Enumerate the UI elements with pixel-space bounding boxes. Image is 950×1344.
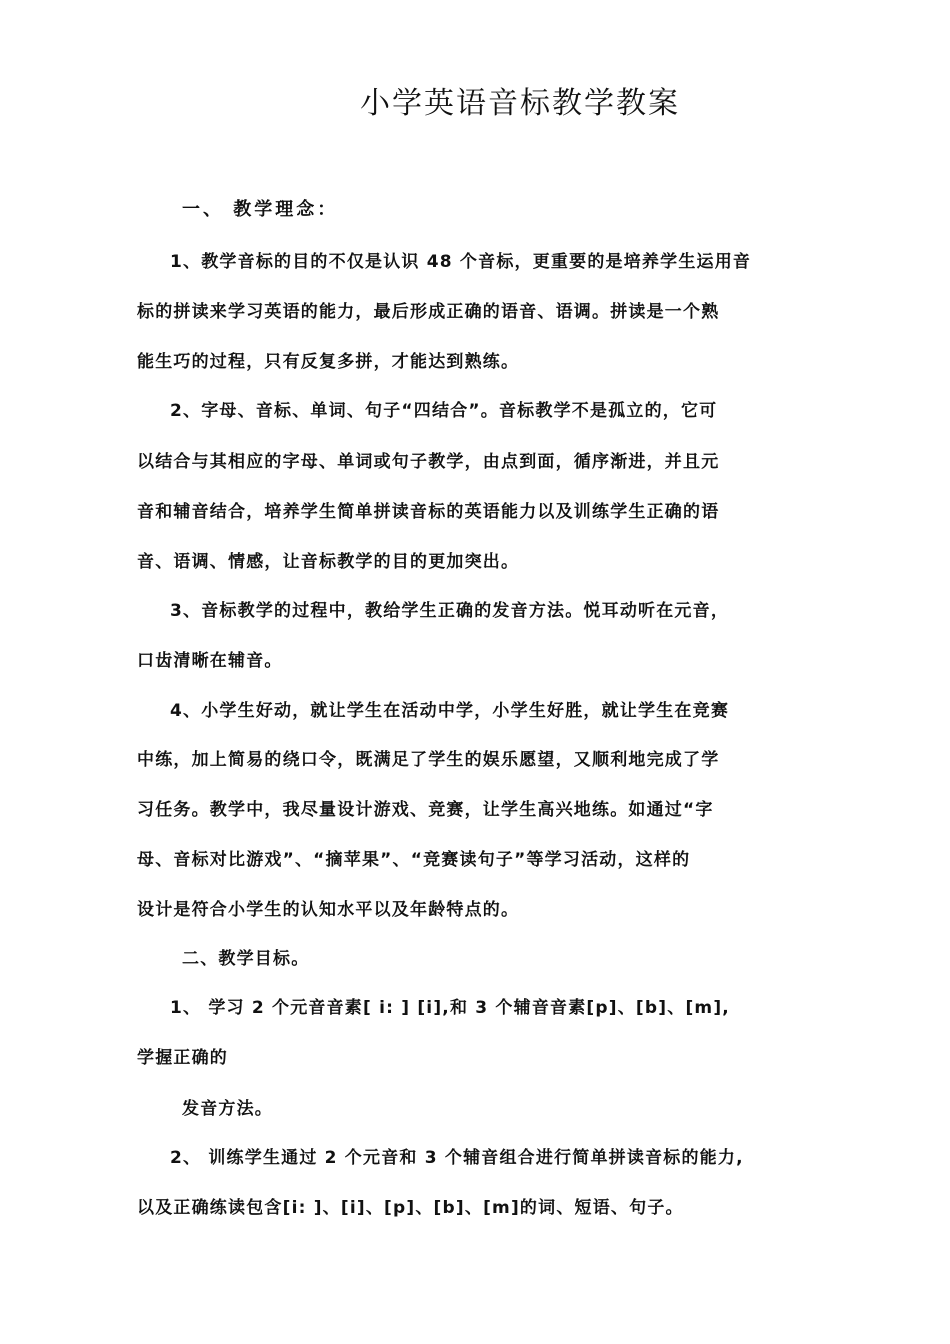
goal-line: 发音方法。: [182, 1099, 273, 1119]
section-heading-goals: 二、教学目标。: [182, 949, 310, 969]
goal-line: 学握正确的: [137, 1048, 228, 1068]
goal-line: 以及正确练读包含[i: ]、[i]、[p]、[b]、[m]的词、短语、句子。: [137, 1198, 684, 1218]
paragraph-line: 1、教学音标的目的不仅是认识 48 个音标，更重要的是培养学生运用音: [170, 252, 752, 272]
paragraph-line: 能生巧的过程，只有反复多拼，才能达到熟练。: [137, 352, 520, 372]
paragraph-line: 2、字母、音标、单词、句子“四结合”。音标教学不是孤立的，它可: [170, 401, 718, 421]
paragraph-line: 音、语调、情感，让音标教学的目的更加突出。: [137, 552, 520, 572]
paragraph-line: 母、音标对比游戏”、“摘苹果”、“竞赛读句子”等学习活动，这样的: [137, 850, 691, 870]
paragraph-line: 以结合与其相应的字母、单词或句子教学，由点到面，循序渐进，并且元: [137, 452, 720, 472]
document-title: 小学英语音标教学教案: [360, 86, 680, 121]
goal-line: 2、 训练学生通过 2 个元音和 3 个辅音组合进行简单拼读音标的能力,: [170, 1148, 744, 1168]
paragraph-line: 设计是符合小学生的认知水平以及年龄特点的。: [137, 900, 520, 920]
paragraph-line: 4、小学生好动，就让学生在活动中学，小学生好胜，就让学生在竞赛: [170, 701, 730, 721]
paragraph-line: 习任务。教学中，我尽量设计游戏、竞赛，让学生高兴地练。如通过“字: [137, 800, 714, 820]
paragraph-line: 口齿清晰在辅音。: [137, 651, 283, 671]
paragraph-line: 标的拼读来学习英语的能力，最后形成正确的语音、语调。拼读是一个熟: [137, 302, 720, 322]
paragraph-line: 音和辅音结合，培养学生简单拼读音标的英语能力以及训练学生正确的语: [137, 502, 720, 522]
section-heading-philosophy: 一、 教学理念：: [182, 199, 339, 220]
paragraph-line: 中练，加上简易的绕口令，既满足了学生的娱乐愿望，又顺利地完成了学: [137, 750, 720, 770]
paragraph-line: 3、音标教学的过程中，教给学生正确的发音方法。悦耳动听在元音，: [170, 601, 730, 621]
goal-line: 1、 学习 2 个元音音素[ i: ] [i],和 3 个辅音音素[p]、[b]、[m],: [170, 998, 730, 1018]
